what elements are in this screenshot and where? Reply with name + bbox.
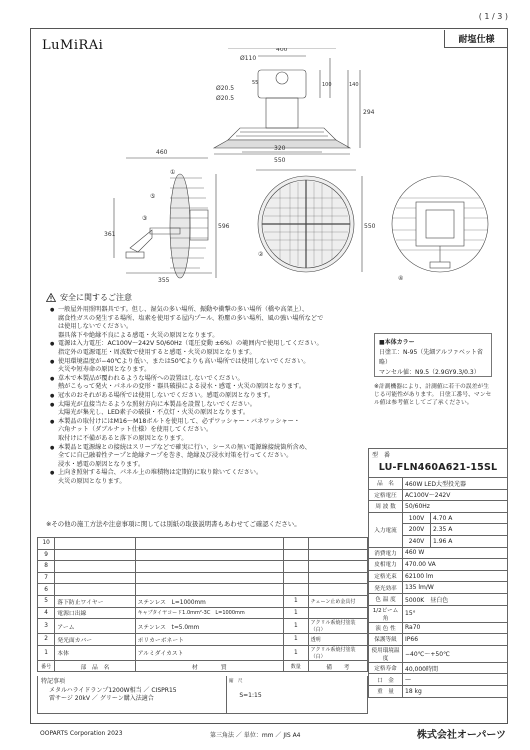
parts-row — [38, 634, 368, 646]
spec-value: 15° — [403, 605, 508, 622]
part-material: ステンレス t=5.0mm — [135, 619, 283, 634]
spec-label: 定格光束 — [369, 570, 403, 582]
part-name: 本体 — [55, 645, 135, 660]
warning-icon — [46, 293, 56, 302]
caution-item: ● 一般屋外用照明器具です。但し、湿気の多い場所、振動や衝撃の多い場所（橋や高架上）、 腐食性ガスの発生する場所、塩素を使用する屋内プール、粉塵の多い場所、風の強い場所などで は使用しないでください。 器具落下や絶縁不良による感電・火災の原因となります。 — [50, 306, 368, 340]
spec-value: 470.00 VA — [403, 559, 508, 571]
parts-row — [38, 607, 368, 619]
input-current-label: 入力電流 — [369, 512, 403, 547]
spec-label: 発光効率 — [369, 582, 403, 594]
dim-596: 596 — [218, 223, 230, 230]
spec-row — [369, 645, 508, 662]
caution-item: ● 上向き照射する場合、パネル上の堆積物は定期的に取り除いてください。 火災の原因となります。 — [50, 469, 368, 486]
dim-20a: Ø20.5 — [216, 85, 235, 92]
dim-550-vertical: 550 — [364, 223, 376, 230]
caution-item: ● 本製品の取付けにはM16〜M18ボルトを使用して、必ずワッシャー・バネワッシャー・ 六角ナット（ダブルナット仕様）を使用してください。 取付けに不備があると落下の原因となります。 — [50, 418, 368, 444]
dim-140: 140 — [349, 82, 359, 88]
driver-back — [416, 202, 464, 246]
part-qty: 1 — [283, 619, 308, 634]
spec-row — [369, 634, 508, 646]
input-voltage: 200V — [403, 524, 431, 536]
spec-value: AC100V〜242V — [403, 489, 508, 501]
spec-value: 40,000時間 — [403, 662, 508, 674]
callout-1: ① — [170, 169, 176, 176]
header-material: 材 質 — [135, 660, 283, 672]
part-note: アクリル系焼付塗装（白） — [308, 645, 367, 660]
caution-item: ● 太陽光が直接当たるような照射方向に本製品を設置しないでください。 太陽光が集光し、LED素子の破損・不点灯・火災の原因となります。 — [50, 401, 368, 418]
dim-400: 400 — [276, 48, 288, 53]
caution-list — [50, 306, 368, 486]
callout-2: ② — [258, 251, 264, 258]
callout-4: ④ — [398, 275, 404, 282]
input-voltage: 100V — [403, 512, 431, 524]
spec-value: Ra70 — [403, 622, 508, 634]
spec-row — [369, 674, 508, 686]
dim-355: 355 — [158, 277, 170, 284]
scale-value: S=1:15 — [239, 692, 262, 699]
spec-value: 62100 lm — [403, 570, 508, 582]
caution-item: ● 使用環境温度が−40℃より低い、または50℃よりも高い場所では使用しないでください。 火災や短寿命の原因となります。 — [50, 358, 368, 375]
part-material: ポリカーボネート — [135, 634, 283, 646]
spec-label: 重 量 — [369, 685, 403, 697]
spec-label: 1/2ビーム角 — [369, 605, 403, 622]
part-material: アルミダイカスト — [135, 645, 283, 660]
special-notes-line2: 雷サージ 20kV ／ グリーン購入法適合 — [49, 695, 154, 702]
parts-row-empty — [38, 561, 368, 573]
page-number: ( 1 / 3 ) — [478, 12, 508, 21]
part-number: 2 — [38, 634, 55, 646]
spec-row — [369, 582, 508, 594]
dim-20b: Ø20.5 — [216, 95, 235, 102]
global-note: ※その他の施工方法や注意事項に関しては別紙の取扱説明書もあわせてご確認ください。 — [46, 520, 301, 528]
spec-value: — — [403, 674, 508, 686]
part-material: ステンレス L=1000mm — [135, 595, 283, 607]
part-note: チェーン止め金具付 — [308, 595, 367, 607]
part-note — [308, 607, 367, 619]
parts-table — [37, 537, 368, 672]
parts-row-empty — [38, 538, 368, 550]
part-name: 発光面カバー — [55, 634, 135, 646]
driver-housing — [266, 98, 298, 128]
part-number: 10 — [38, 538, 55, 550]
header-qty: 数量 — [283, 660, 308, 672]
special-notes-line1: メタルハライドランプ1200W相当 ／ CISPR15 — [49, 686, 177, 694]
parts-row-empty — [38, 572, 368, 584]
spec-value: −40℃〜+50℃ — [403, 645, 508, 662]
projection-info: 第三角法 ／ 単位：mm ／ JIS A4 — [210, 732, 301, 739]
part-name: アーム — [55, 619, 135, 634]
part-qty: 1 — [283, 634, 308, 646]
spec-label: 品 名 — [369, 478, 403, 490]
callout-3: ③ — [142, 215, 148, 222]
spec-label: 使用環境温度 — [369, 645, 403, 662]
dim-294: 294 — [363, 109, 375, 116]
part-qty: 1 — [283, 645, 308, 660]
spec-row — [369, 622, 508, 634]
arm-bracket-side — [130, 230, 152, 252]
spec-row — [369, 662, 508, 674]
base-plate-side — [126, 252, 144, 258]
header-number: 番号 — [38, 660, 55, 672]
lamp-face-side — [170, 174, 190, 278]
spec-label: 消費電力 — [369, 547, 403, 559]
body-color-line1: 日塗工：N-95（先細アルファベット省略） — [379, 349, 483, 366]
spec-value: IP66 — [403, 634, 508, 646]
parts-header-row — [38, 660, 368, 672]
special-notes — [37, 676, 368, 714]
body-color-title: ■本体カラー — [379, 339, 415, 346]
technical-drawings — [30, 48, 508, 286]
part-number: 9 — [38, 549, 55, 561]
input-ampere: 2.35 A — [431, 524, 508, 536]
copyright: OOPARTS Corporation 2023 — [40, 730, 123, 737]
input-voltage: 240V — [403, 535, 431, 547]
part-note: アクリル系焼付塗装（白） — [308, 619, 367, 634]
spec-row — [369, 605, 508, 622]
model-header — [368, 448, 508, 477]
parts-row — [38, 619, 368, 634]
caution-item: ● 冠水のおそれがある場所では使用しないでください。感電の原因となります。 — [50, 392, 368, 401]
part-number: 1 — [38, 645, 55, 660]
spec-row — [369, 501, 508, 513]
special-notes-title: 特記事項 — [41, 678, 66, 685]
parts-row-empty — [38, 584, 368, 596]
spec-value: 460W LED大型投光器 — [403, 478, 508, 490]
body-color-box — [374, 333, 492, 377]
dim-361: 361 — [104, 231, 116, 238]
caution-item: ● 草木で本製品が覆われるような場所への設置はしないでください。 熱がこもって発火・パネルの変形・器具破損による浸水・感電・火災の原因となります。 — [50, 375, 368, 392]
spec-label: 演 色 性 — [369, 622, 403, 634]
caution-item: ● 本製品と電源線との接続はスリーブなどで確実に行い、シースの無い電源線接続箇所含め、 全てに自己融着性テープと絶縁テープを巻き、絶縁及び浸水対策を行ってください。 浸水・感電の原因となります。 — [50, 444, 368, 470]
measurement-note: ※計測機器により、計測値に若干の誤差が生じる可能性があります。 日塗工番号、マンセル値は参考値としてご了承ください。 — [374, 384, 492, 406]
brand-logo: LuMiRAi — [42, 38, 104, 53]
company-name: 株式会社オーパーツ — [416, 730, 506, 741]
mount-hole — [276, 72, 288, 84]
drawing-svg — [30, 48, 508, 286]
part-number: 4 — [38, 607, 55, 619]
spec-row — [369, 478, 508, 490]
spec-row — [369, 593, 508, 605]
spec-value: 50/60Hz — [403, 501, 508, 513]
parts-row — [38, 645, 368, 660]
spec-row — [369, 559, 508, 571]
spec-table — [368, 477, 508, 698]
driver-side — [190, 210, 208, 240]
heatsink-top — [228, 128, 336, 140]
part-number: 3 — [38, 619, 55, 634]
caution-title: 安全に関するご注意 — [60, 293, 132, 302]
caution-heading — [46, 292, 132, 303]
dim-550: 550 — [274, 157, 286, 164]
base-plate-back — [430, 262, 450, 268]
spec-value: 18 kg — [403, 685, 508, 697]
dim-100: 100 — [322, 82, 332, 88]
part-qty: 1 — [283, 595, 308, 607]
part-name: 電源口出線 — [55, 607, 135, 619]
spec-label: 周 波 数 — [369, 501, 403, 513]
spec-label: 定格寿命 — [369, 662, 403, 674]
part-material: キャブタイヤコード1.0mm²-3C L=1000mm — [135, 607, 283, 619]
header-name: 部 品 名 — [55, 660, 135, 672]
input-ampere: 1.96 A — [431, 535, 508, 547]
spec-row — [369, 512, 508, 524]
caution-item: ● 電源は入力電圧：AC100V〜242V 50/60Hz（電圧変動 ±6%）の範囲内で使用してください。 指定外の電源電圧・周波数で使用すると感電・火災の原因となります。 — [50, 340, 368, 357]
scale-label: 縮 尺 — [229, 679, 243, 684]
callout-5: ⑤ — [150, 193, 156, 200]
part-number: 6 — [38, 584, 55, 596]
spec-label: 保護等級 — [369, 634, 403, 646]
header-note: 備 考 — [308, 660, 367, 672]
part-name: 落下防止ワイヤー — [55, 595, 135, 607]
dim-110: Ø110 — [240, 55, 257, 62]
model-number: LU-FLN460A621-15SL — [378, 462, 498, 473]
spec-label: 口 金 — [369, 674, 403, 686]
model-label: 型 番 — [372, 452, 391, 459]
spec-label: 色 温 度 — [369, 593, 403, 605]
parts-row-empty — [38, 549, 368, 561]
input-ampere: 4.70 A — [431, 512, 508, 524]
dim-55: 55 — [252, 80, 259, 86]
dim-460: 460 — [156, 149, 168, 156]
part-qty: 1 — [283, 607, 308, 619]
scale-box — [226, 676, 274, 714]
spec-type-label: 耐塩仕様 — [444, 30, 508, 48]
spec-row — [369, 489, 508, 501]
part-number: 7 — [38, 572, 55, 584]
spec-value: 135 lm/W — [403, 582, 508, 594]
part-number: 8 — [38, 561, 55, 573]
spec-value: 460 W — [403, 547, 508, 559]
spec-row — [369, 685, 508, 697]
spec-label: 定格電圧 — [369, 489, 403, 501]
part-note: 透明 — [308, 634, 367, 646]
spec-value: 5000K 昼白色 — [403, 593, 508, 605]
parts-row — [38, 595, 368, 607]
body-color-line2: マンセル値：N9.5（2.9GY9.3/0.3） — [379, 369, 480, 376]
spec-label: 皮相電力 — [369, 559, 403, 571]
spec-row — [369, 570, 508, 582]
dim-320: 320 — [274, 145, 286, 152]
part-number: 5 — [38, 595, 55, 607]
spec-row — [369, 547, 508, 559]
